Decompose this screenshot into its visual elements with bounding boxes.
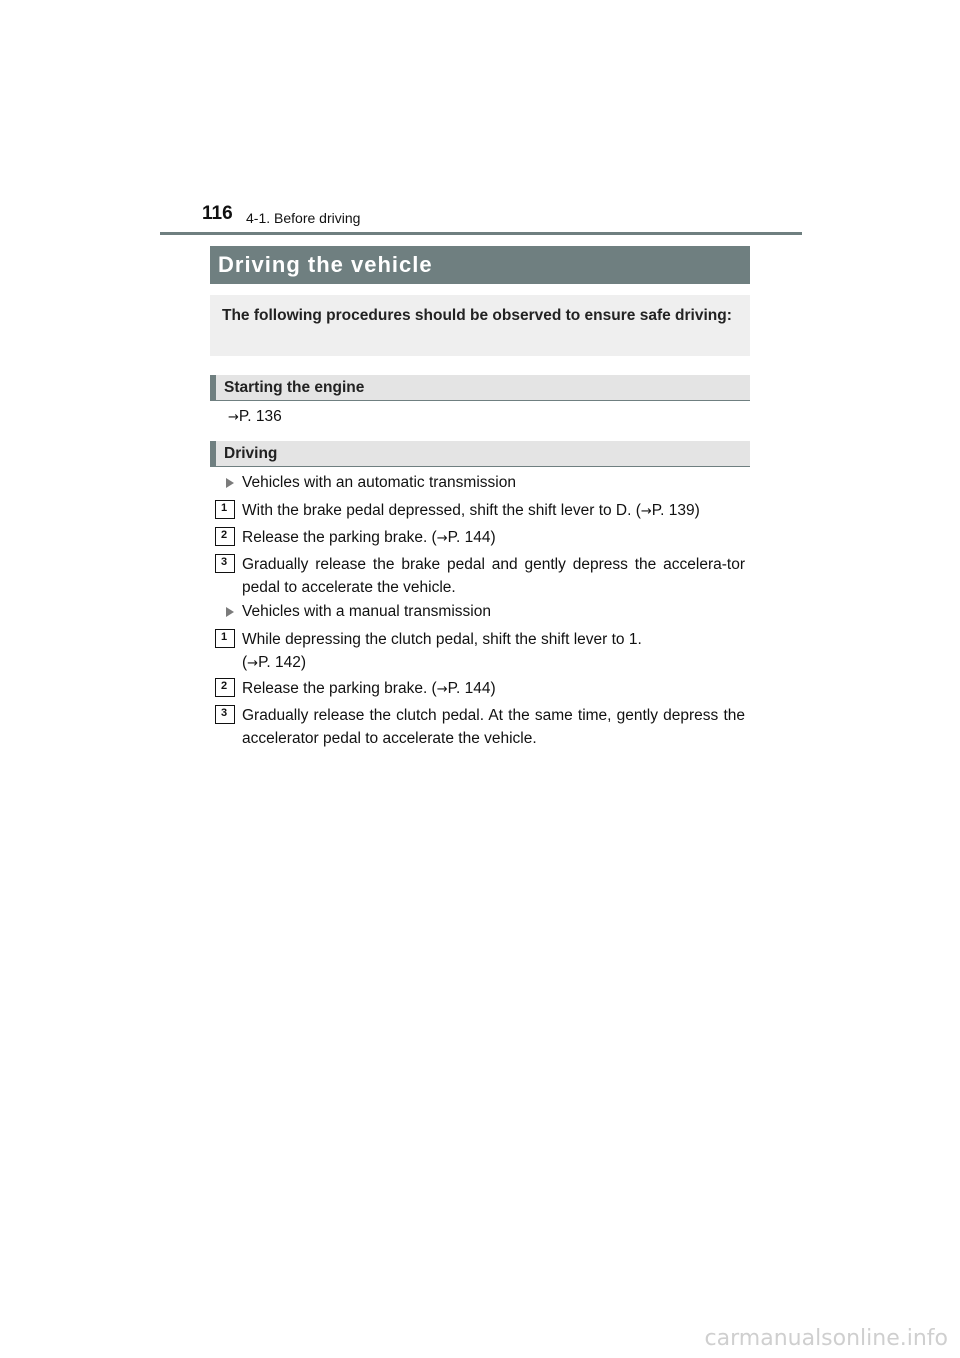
automatic-label-text: Vehicles with an automatic transmission — [242, 474, 516, 491]
starting-ref-text: P. 136 — [238, 408, 282, 425]
automatic-step-3: Gradually release the brake pedal and gently depress the accelera-tor pedal to accelerate the vehicle. — [242, 556, 745, 596]
page-ref-link[interactable]: P. 144 — [447, 680, 491, 697]
step-text: While depressing the clutch pedal, shift the shift lever to 1. — [242, 631, 642, 648]
right-arrow-icon: → — [436, 682, 448, 697]
manual-step-2 — [242, 677, 745, 701]
manual-step-1: While depressing the clutch pedal, shift the shift lever to 1. (→P. 142) — [242, 631, 642, 671]
step-number-box: 3 — [215, 554, 235, 573]
subhead-driving — [210, 441, 750, 467]
page-ref-link[interactable]: P. 142 — [258, 654, 301, 671]
step-text: Release the parking brake. ( — [242, 680, 437, 697]
automatic-label — [226, 474, 516, 492]
starting-ref[interactable] — [228, 408, 282, 426]
header-rule — [160, 232, 802, 235]
subhead-starting — [210, 375, 750, 401]
step-number-box: 1 — [215, 500, 235, 519]
step-number-box: 2 — [215, 678, 235, 697]
page-ref-link[interactable]: P. 144 — [447, 529, 491, 546]
right-arrow-icon: → — [247, 656, 259, 671]
page-number: 116 — [202, 203, 233, 224]
step-number-box: 2 — [215, 527, 235, 546]
triangle-bullet-icon — [226, 607, 234, 617]
triangle-bullet-icon — [226, 478, 234, 488]
watermark: carmanualsonline.info — [704, 1326, 948, 1351]
subhead-starting-label: Starting the engine — [224, 378, 365, 396]
step-number-box: 3 — [215, 705, 235, 724]
step-text-end: ) — [490, 529, 496, 546]
manual-label — [226, 603, 491, 621]
title-band — [210, 246, 750, 284]
right-arrow-icon: → — [640, 504, 652, 519]
section-label: 4-1. Before driving — [246, 210, 361, 226]
automatic-step-1 — [242, 499, 745, 523]
step-text: Release the parking brake. ( — [242, 529, 437, 546]
step-text: With the brake pedal depressed, shift the shift lever to D. ( — [242, 502, 641, 519]
right-arrow-icon: → — [228, 410, 239, 425]
step-text-end: ) — [490, 680, 496, 697]
manual-label-text: Vehicles with a manual transmission — [242, 603, 491, 620]
page-ref-link[interactable]: P. 139 — [651, 502, 695, 519]
step-text-end: ) — [300, 654, 307, 671]
step-number-box: 1 — [215, 629, 235, 648]
subhead-driving-label: Driving — [224, 444, 278, 462]
step-text-end: ) — [694, 502, 700, 519]
intro-box: The following procedures should be observed to ensure safe driving: — [210, 295, 750, 356]
automatic-step-2 — [242, 526, 745, 550]
manual-step-3: Gradually release the clutch pedal. At the same time, gently depress the accelerator pedal to accelerate the vehicle. — [242, 707, 745, 747]
right-arrow-icon: → — [436, 531, 448, 546]
page-title: Driving the vehicle — [218, 252, 433, 277]
